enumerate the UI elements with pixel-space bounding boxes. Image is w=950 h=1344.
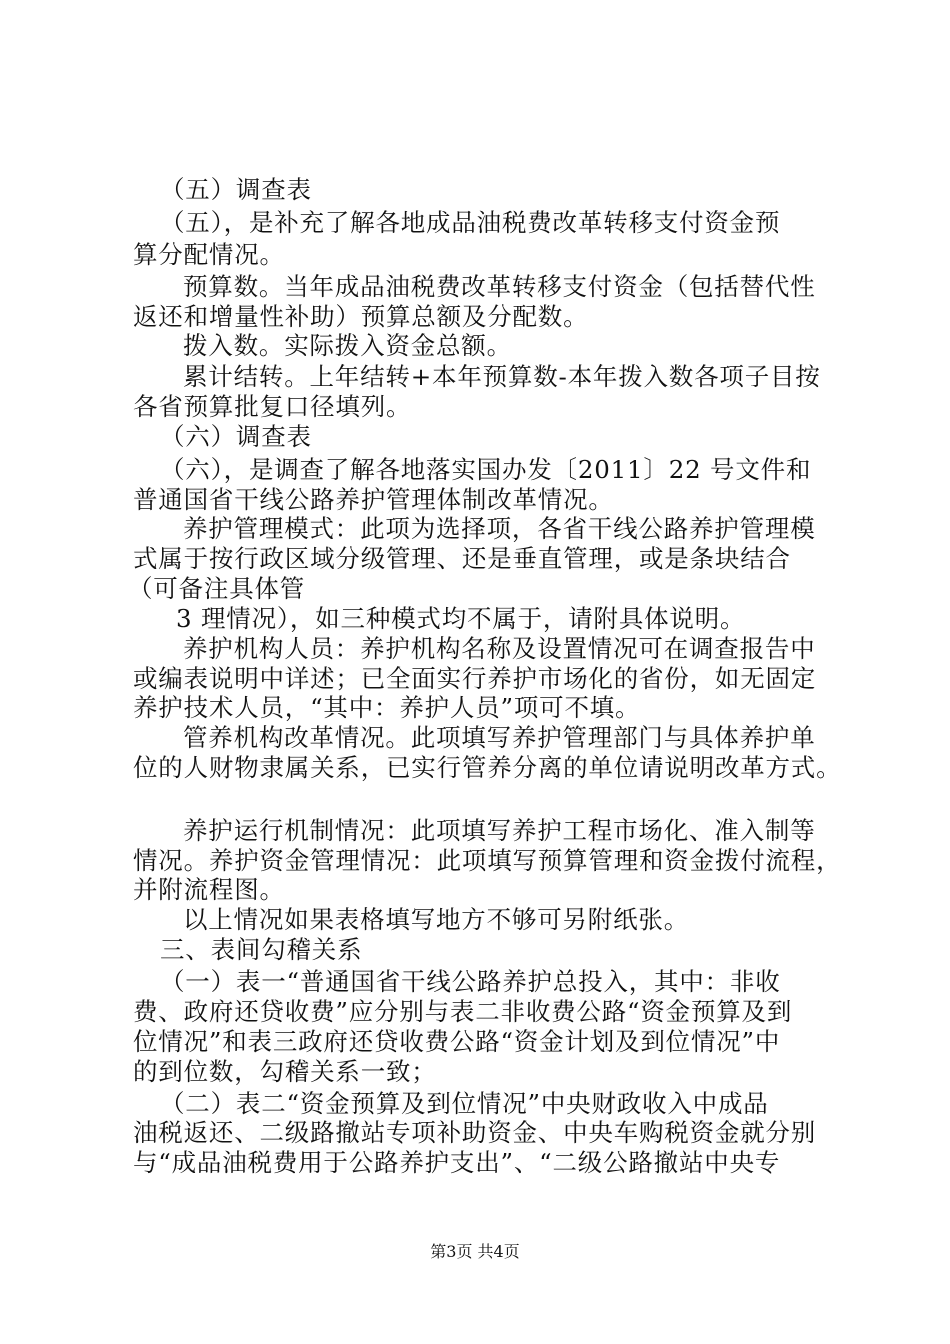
paragraph-line: 养护运行机制情况：此项填写养护工程市场化、准入制等 — [183, 816, 816, 845]
page-number-footer: 第3页 共4页 — [430, 1242, 520, 1261]
section-heading-3: 三、表间勾稽关系 — [160, 935, 363, 964]
paragraph-line: （可备注具体管 — [128, 574, 306, 603]
paragraph-line: 位的人财物隶属关系，已实行管养分离的单位请说明改革方式。 — [133, 753, 842, 782]
paragraph-line: （五），是补充了解各地成品油税费改革转移支付资金预 — [160, 208, 781, 237]
paragraph-line: 返还和增量性补助）预算总额及分配数。 — [133, 302, 589, 331]
paragraph-line: （一）表一“普通国省干线公路养护总投入，其中：非收 — [160, 967, 781, 996]
paragraph-line: 算分配情况。 — [133, 240, 285, 269]
paragraph-line: 各省预算批复口径填列。 — [133, 392, 412, 421]
paragraph-line: 并附流程图。 — [133, 875, 285, 904]
section-heading-5: （五）调查表 — [160, 175, 312, 204]
paragraph-line: 与“成品油税费用于公路养护支出”、“二级公路撤站中央专 — [133, 1148, 781, 1177]
paragraph-line: 管养机构改革情况。此项填写养护管理部门与具体养护单 — [183, 723, 816, 752]
section-heading-6: （六）调查表 — [160, 422, 312, 451]
paragraph-line: （二）表二“资金预算及到位情况”中央财政收入中成品 — [160, 1089, 769, 1118]
paragraph-line: 油税返还、二级路撤站专项补助资金、中央车购税资金就分别 — [133, 1118, 817, 1147]
paragraph-line: 情况。养护资金管理情况：此项填写预算管理和资金拨付流程， — [133, 846, 842, 875]
paragraph-line: 以上情况如果表格填写地方不够可另附纸张。 — [183, 905, 689, 934]
paragraph-line: 普通国省干线公路养护管理体制改革情况。 — [133, 485, 614, 514]
paragraph-line: 或编表说明中详述；已全面实行养护市场化的省份，如无固定 — [133, 664, 817, 693]
paragraph-line: 拨入数。实际拨入资金总额。 — [183, 331, 512, 360]
paragraph-line: 位情况”和表三政府还贷收费公路“资金计划及到位情况”中 — [133, 1027, 781, 1056]
paragraph-line: 预算数。当年成品油税费改革转移支付资金（包括替代性 — [183, 272, 816, 301]
paragraph-line: 养护管理模式：此项为选择项，各省干线公路养护管理模 — [183, 514, 816, 543]
paragraph-line: 养护技术人员，“其中：养护人员”项可不填。 — [133, 693, 641, 722]
paragraph-line: 3 理情况），如三种模式均不属于，请附具体说明。 — [176, 604, 746, 633]
paragraph-line: 式属于按行政区域分级管理、还是垂直管理，或是条块结合 — [133, 544, 791, 573]
paragraph-line: 养护机构人员：养护机构名称及设置情况可在调查报告中 — [183, 634, 816, 663]
paragraph-line: （六），是调查了解各地落实国办发〔2011〕22 号文件和 — [160, 455, 812, 484]
paragraph-line: 的到位数，勾稽关系一致； — [133, 1057, 437, 1086]
paragraph-line: 累计结转。上年结转+本年预算数-本年拨入数各项子目按 — [183, 362, 821, 391]
paragraph-line: 费、政府还贷收费”应分别与表二非收费公路“资金预算及到 — [133, 997, 793, 1026]
